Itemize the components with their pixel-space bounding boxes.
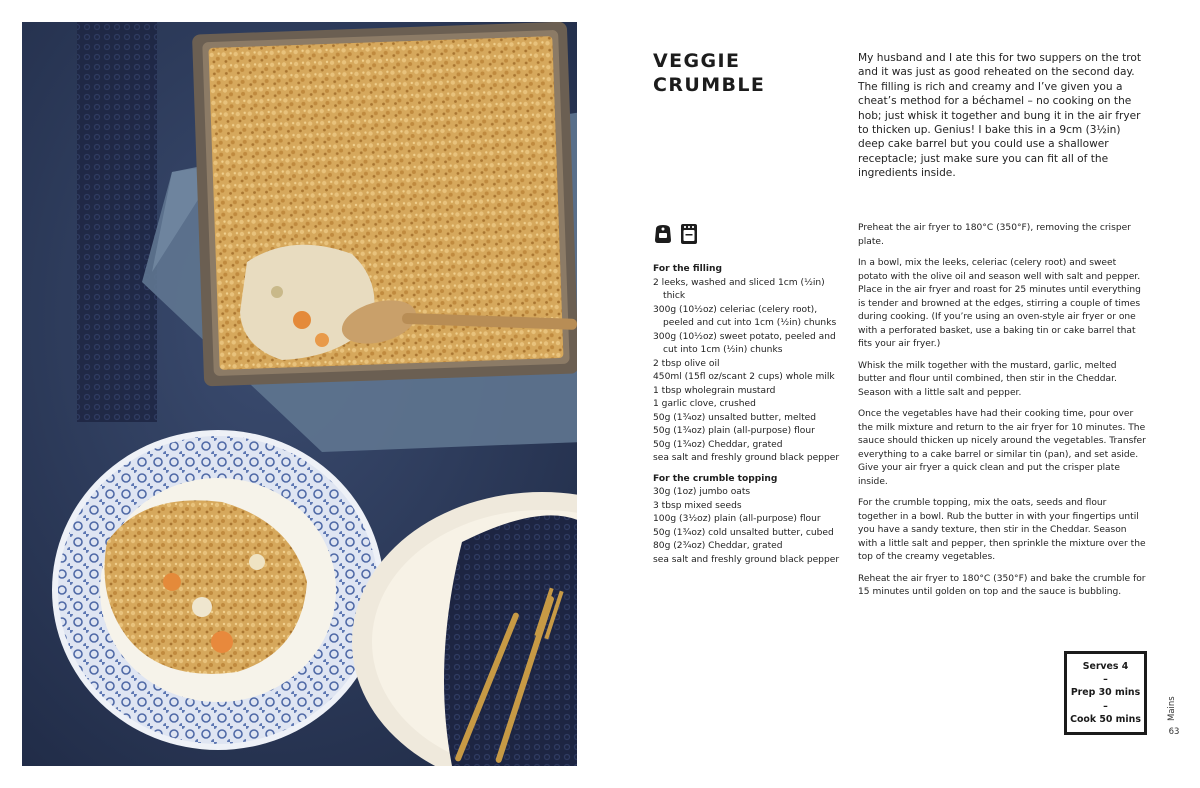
- title-line-1: VEGGIE: [653, 50, 741, 72]
- ingredient-item: 1 garlic clove, crushed: [653, 399, 756, 409]
- air-fryer-icon: [652, 223, 674, 245]
- cook-time: Cook 50 mins: [1070, 713, 1141, 725]
- ingredient-item: 2 tbsp olive oil: [653, 358, 720, 369]
- topping-items: [653, 486, 848, 567]
- ingredient-item: 50g (1¾oz) Cheddar, grated: [653, 439, 783, 450]
- ingredient-item: sea salt and freshly ground black pepper: [653, 554, 840, 565]
- filling-items: [653, 277, 848, 466]
- method-steps: [858, 222, 1146, 600]
- ingredient-item: 50g (1¾oz) cold unsalted butter, cubed: [653, 527, 834, 538]
- filling-group: [653, 263, 848, 466]
- topping-heading: For the crumble topping: [653, 473, 778, 484]
- ingredients-list: [653, 263, 848, 567]
- title-line-2: CRUMBLE: [653, 74, 766, 96]
- page-number: 63: [1168, 727, 1180, 737]
- method-step: Whisk the milk together with the mustard, garlic, melted butter and flour until combined, then stir in the Cheddar. Season with a little salt and pepper.: [858, 360, 1117, 398]
- method-step: Reheat the air fryer to 180°C (350°F) and bake the crumble for 15 minutes until golden on top and the sauce is bubbling.: [858, 573, 1146, 597]
- method-step: In a bowl, mix the leeks, celeriac (celery root) and sweet potato with the olive oil and season well with salt and pepper. Place in the air fryer and roast for 25 minutes until everything is tender and browned at the edges, stirring a couple of times during cooking. (If you’re using an oven-style air fryer or one with a perforated basket, use a baking tin or cake barrel that fits your air fryer.): [858, 258, 1141, 349]
- appliance-icons: [652, 223, 698, 245]
- recipe-photo: [22, 22, 577, 766]
- serves-label: Serves 4: [1082, 661, 1129, 672]
- topping-group: [653, 473, 848, 568]
- ingredient-item: 30g (1oz) jumbo oats: [653, 487, 751, 497]
- oven-icon: [680, 223, 698, 245]
- ingredient-item: 100g (3½oz) plain (all-purpose) flour: [653, 514, 821, 524]
- filling-heading: For the filling: [653, 264, 722, 274]
- ingredient-item: 80g (2¾oz) Cheddar, grated: [653, 541, 783, 551]
- prep-time: Prep 30 mins: [1070, 687, 1141, 699]
- section-label: Mains: [1167, 696, 1177, 721]
- method-step: Preheat the air fryer to 180°C (350°F), removing the crisper plate.: [858, 223, 1131, 247]
- ingredient-item: 3 tbsp mixed seeds: [653, 500, 742, 511]
- ingredient-item: 300g (10½oz) celeriac (celery root), peeled and cut into 1cm (½in) chunks: [653, 304, 837, 328]
- crumble-photo-illustration: [22, 22, 577, 766]
- info-separator: –: [1103, 674, 1108, 686]
- ingredient-item: 50g (1¾oz) plain (all-purpose) flour: [653, 426, 815, 436]
- ingredient-item: 450ml (15fl oz/scant 2 cups) whole milk: [653, 372, 835, 382]
- info-separator: –: [1103, 700, 1108, 712]
- recipe-intro: My husband and I ate this for two suppers on the trot and it was just as good reheated on the second day. The filling is rich and creamy and I’ve given you a cheat’s method for a béchamel – no cooking on the hob; just whisk it together and bung it in the air fryer to thicken up. Genius! I bake this in a 9cm (3½in) deep cake barrel but you could use a shallower receptacle; just make sure you can fit all of the ingredients inside.: [858, 52, 1142, 180]
- ingredient-item: 50g (1¾oz) unsalted butter, melted: [653, 412, 817, 423]
- ingredient-item: 1 tbsp wholegrain mustard: [653, 385, 776, 396]
- ingredient-item: 2 leeks, washed and sliced 1cm (½in) thick: [653, 277, 825, 301]
- method-step: Once the vegetables have had their cooking time, pour over the milk mixture and return to the air fryer for 10 minutes. The sauce should thicken up nicely around the vegetables. Transfer everything to a cake barrel or similar tin (pan), and set aside. Give your air fryer a quick clean and put the crisper plate inside.: [858, 409, 1146, 487]
- ingredient-item: sea salt and freshly ground black pepper: [653, 453, 840, 463]
- method-step: For the crumble topping, mix the oats, seeds and flour together in a bowl. Rub the butter in with your fingertips until you have a sandy texture, then stir in the Cheddar. Season with a little salt and pepper, then sprinkle the mixture over the top of the creamy vegetables.: [858, 498, 1146, 562]
- recipe-info-box: [1064, 651, 1147, 735]
- recipe-title: [653, 49, 833, 97]
- ingredient-item: 300g (10½oz) sweet potato, peeled and cut into 1cm (½in) chunks: [653, 331, 836, 355]
